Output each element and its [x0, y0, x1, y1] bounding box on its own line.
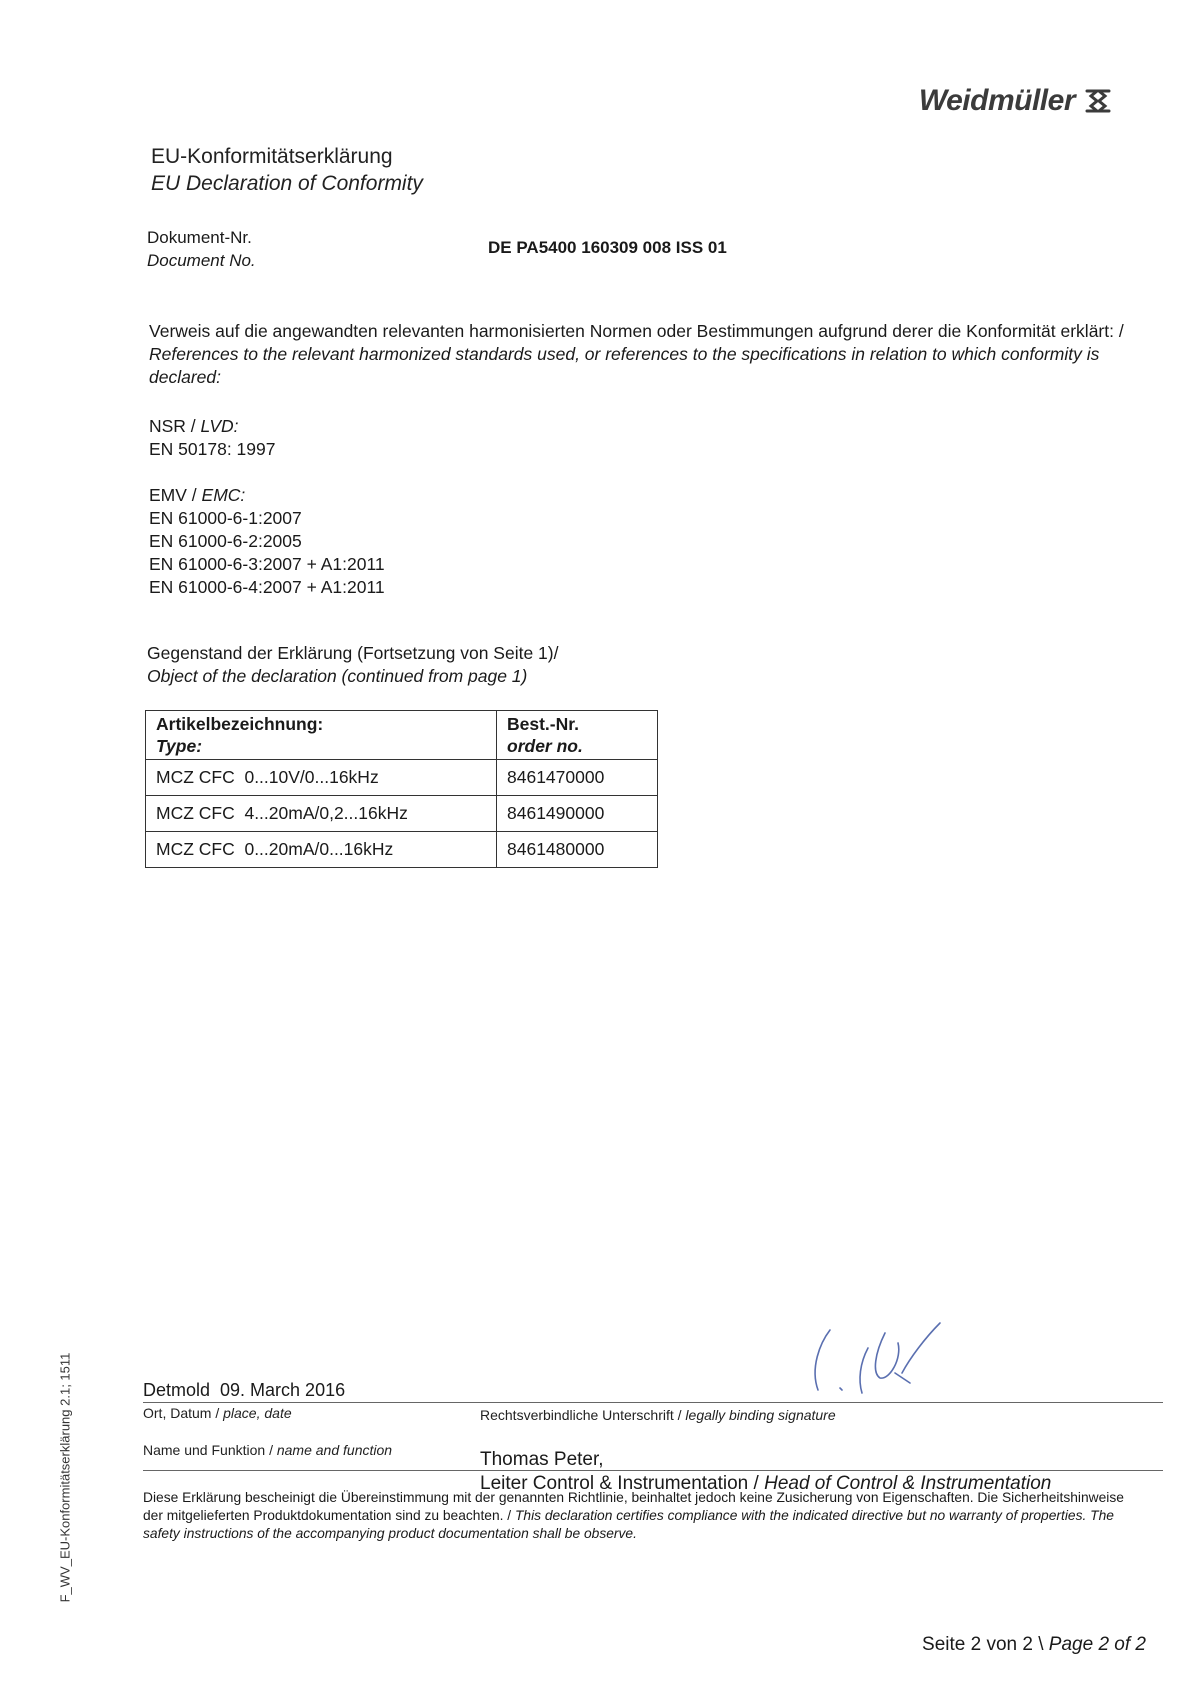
document-number: DE PA5400 160309 008 ISS 01	[488, 238, 727, 257]
references-paragraph	[149, 320, 1149, 389]
place-date-label	[143, 1405, 292, 1421]
title-english: EU Declaration of Conformity	[151, 172, 423, 195]
place-label-german: Ort, Datum /	[143, 1405, 224, 1421]
header-type-english: Type:	[156, 736, 203, 756]
place-date-value: Detmold 09. March 2016	[143, 1380, 346, 1400]
weidmuller-logo-icon	[1083, 86, 1113, 116]
signatory-name: Thomas Peter,	[480, 1449, 604, 1470]
header-order-no	[497, 711, 658, 760]
article-type: MCZ CFC 0...20mA/0...16kHz	[146, 832, 497, 868]
title-german: EU-Konformitätserklärung	[151, 145, 393, 168]
object-text-german: Gegenstand der Erklärung (Fortsetzung von Seite 1)/	[147, 643, 559, 663]
lvd-standard: EN 50178: 1997	[149, 439, 276, 459]
table-row	[146, 832, 658, 868]
references-text-english: References to the relevant harmonized standards used, or references to the specifications in relation to which conformity is declared:	[149, 344, 1100, 387]
emc-standard: EN 61000-6-4:2007 + A1:2011	[149, 577, 385, 597]
function-english: Head of Control & Instrumentation	[764, 1473, 1052, 1494]
page-number-english: Page 2 of 2	[1048, 1634, 1146, 1655]
signature-divider-bottom	[143, 1470, 1163, 1471]
disclaimer-english: This declaration certifies compliance with the indicated directive but no warranty of properties. The safety instructions of the accompanying product documentation shall be observe.	[143, 1508, 1114, 1541]
page-number-german: Seite 2 von 2 \	[922, 1634, 1049, 1655]
emc-label-english: EMC:	[201, 485, 246, 505]
company-logo	[919, 84, 1113, 118]
object-of-declaration	[147, 642, 558, 688]
function-german: Leiter Control & Instrumentation /	[480, 1473, 765, 1494]
form-reference-vertical: F_WV_EU-Konformitätserklärung 2.1; 1511	[57, 1352, 73, 1603]
disclaimer	[143, 1489, 1143, 1543]
page-number	[922, 1634, 1146, 1656]
name-function-label	[143, 1442, 392, 1458]
lvd-label-english: LVD:	[200, 416, 239, 436]
place-label-english: place, date	[223, 1405, 292, 1421]
header-type	[146, 711, 497, 760]
document-no-label-english: Document No.	[147, 251, 256, 270]
emc-section	[149, 484, 385, 599]
article-type: MCZ CFC 0...10V/0...16kHz	[146, 760, 497, 796]
lvd-label-german: NSR /	[149, 416, 201, 436]
emc-standard: EN 61000-6-1:2007	[149, 508, 302, 528]
signature-label-german: Rechtsverbindliche Unterschrift /	[480, 1407, 686, 1423]
disclaimer-german: Diese Erklärung bescheinigt die Übereinstimmung mit der genannten Richtlinie, beinhaltet jedoch keine Zusicherung von Eigenschaften. Die Sicherheitshinweise der mitgelieferten Produktdokumentation sind zu beachten. /	[143, 1490, 1124, 1523]
references-text-german: Verweis auf die angewandten relevanten harmonisierten Normen oder Bestimmungen aufgrund derer die Konformität erklärt: /	[149, 321, 1124, 341]
header-order-german: Best.-Nr.	[507, 714, 579, 734]
emc-label-german: EMV /	[149, 485, 202, 505]
table-row	[146, 796, 658, 832]
article-order-no: 8461480000	[497, 832, 658, 868]
articles-table	[145, 710, 658, 868]
signature-label-english: legally binding signature	[685, 1407, 836, 1423]
emc-standard: EN 61000-6-2:2005	[149, 531, 302, 551]
handwritten-signature	[790, 1318, 970, 1398]
emc-label	[149, 484, 385, 507]
table-row	[146, 760, 658, 796]
name-label-german: Name und Funktion /	[143, 1442, 277, 1458]
signature-divider-top	[143, 1402, 1163, 1403]
lvd-label	[149, 415, 276, 438]
article-order-no: 8461470000	[497, 760, 658, 796]
header-type-german: Artikelbezeichnung:	[156, 714, 324, 734]
table-header-row	[146, 711, 658, 760]
document-no-label-german: Dokument-Nr.	[147, 228, 252, 247]
lvd-section	[149, 415, 276, 461]
signature-label	[480, 1407, 836, 1423]
header-order-english: order no.	[507, 736, 583, 756]
emc-standard: EN 61000-6-3:2007 + A1:2011	[149, 554, 385, 574]
article-type: MCZ CFC 4...20mA/0,2...16kHz	[146, 796, 497, 832]
article-order-no: 8461490000	[497, 796, 658, 832]
object-text-english: Object of the declaration (continued from page 1)	[147, 666, 528, 686]
logo-text: Weidmüller	[918, 84, 1075, 117]
name-label-english: name and function	[276, 1442, 393, 1458]
